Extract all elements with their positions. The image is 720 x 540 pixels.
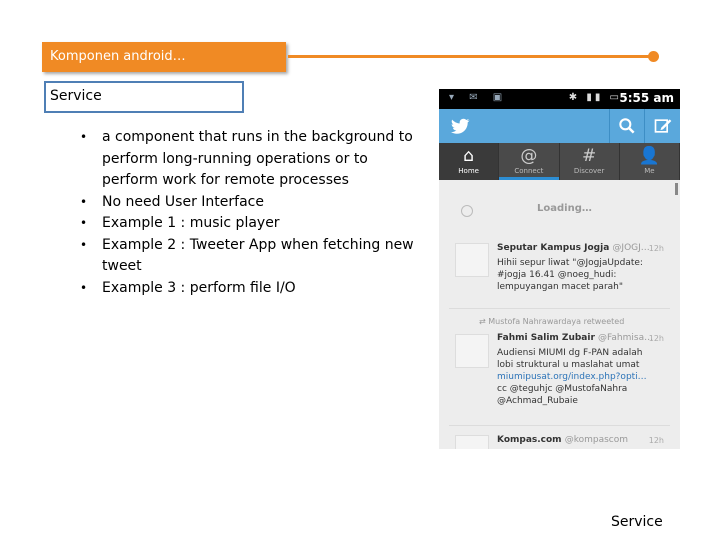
retweet-icon: ⇄ (479, 317, 489, 326)
notification-icons: ▾ ✉ ▣ (449, 92, 509, 103)
tweet-line: cc @teguhjc @MustofaNahra (497, 384, 628, 394)
twitter-bird-icon (449, 115, 471, 137)
tweet-author-name: Fahmi Salim Zubair (497, 333, 595, 343)
tab-label: Discover (573, 167, 605, 175)
slide-caption: Service (611, 514, 663, 530)
tweet-line: #jogja 16.41 @noeg_hudi: (497, 270, 617, 280)
tweet-author (497, 333, 653, 343)
tweet-handle: @kompascom (564, 435, 629, 445)
header-title: Komponen android… (50, 49, 186, 64)
tweet-item[interactable] (439, 429, 680, 449)
status-time: 5:55 am (619, 91, 674, 105)
header-dot (648, 51, 659, 62)
section-label: Service (50, 88, 102, 104)
divider (449, 308, 670, 309)
avatar (455, 334, 489, 368)
search-icon (617, 116, 637, 136)
tab-bar (439, 143, 680, 180)
tab-connect[interactable] (499, 143, 559, 180)
bullet-item: • No need User Interface (76, 192, 416, 214)
tweet-line: @Achmad_Rubaie (497, 396, 578, 406)
tweet-time: 12h (648, 334, 664, 343)
tweet-line: lempuyangan macet parah" (497, 282, 624, 292)
loading-text: Loading… (537, 203, 592, 214)
tweet-link[interactable]: miumipusat.org/index.php?opti… (497, 372, 647, 382)
loading-row (439, 189, 680, 229)
avatar (455, 435, 489, 449)
tab-home[interactable] (439, 143, 499, 180)
tweet-item[interactable] (439, 313, 680, 423)
compose-button[interactable] (644, 109, 680, 143)
tweet-line: Audiensi MIUMI dg F-PAN adalah (497, 348, 643, 358)
tweet-time: 12h (648, 244, 664, 253)
tab-label: Home (458, 167, 479, 175)
tweet-author-name: Seputar Kampus Jogja (497, 243, 610, 253)
tweet-line: Hihii sepur liwat "@JogjaUpdate: (497, 258, 643, 268)
header-line (288, 55, 652, 58)
tweet-author (497, 243, 650, 253)
bullet-item: • Example 3 : perform file I/O (76, 278, 416, 300)
action-bar (439, 109, 680, 143)
bullet-list (76, 127, 416, 299)
section-label-box (44, 81, 244, 113)
tweet-body (497, 257, 663, 293)
home-icon: ⌂ (463, 146, 475, 166)
compose-icon (653, 116, 673, 136)
tab-label: Connect (514, 167, 544, 175)
tweet-line: lobi struktural u maslahat umat (497, 360, 640, 370)
status-bar (439, 89, 680, 109)
tweet-time: 12h (648, 436, 664, 445)
tweet-handle: @Fahmisa… (598, 333, 654, 343)
spinner-icon (461, 205, 473, 217)
at-icon: @ (520, 146, 538, 166)
person-icon: 👤 (638, 146, 660, 166)
signal-icons: ✱ ▮▮ ▭ (568, 92, 622, 103)
tab-label: Me (644, 167, 655, 175)
tweet-author (497, 435, 628, 445)
tweet-body (497, 347, 663, 407)
tab-me[interactable] (620, 143, 680, 180)
tab-discover[interactable] (560, 143, 620, 180)
bullet-item: • Example 2 : Tweeter App when fetching new tweet (76, 235, 416, 278)
bullet-item: • a component that runs in the background to perform long-running operations or to perform work for remote processes (76, 127, 416, 192)
tweet-author-name: Kompas.com (497, 435, 562, 445)
search-button[interactable] (609, 109, 644, 143)
twitter-app-screenshot (439, 89, 680, 449)
retweet-text: Mustofa Nahrawardaya retweeted (488, 317, 625, 326)
hash-icon: # (582, 146, 597, 166)
avatar (455, 243, 489, 277)
header-tab (42, 42, 286, 72)
tweet-handle: @JOGJ… (612, 243, 650, 253)
divider (449, 425, 670, 426)
retweet-info (479, 317, 624, 326)
bullet-item: • Example 1 : music player (76, 213, 416, 235)
tweet-item[interactable] (439, 235, 680, 305)
